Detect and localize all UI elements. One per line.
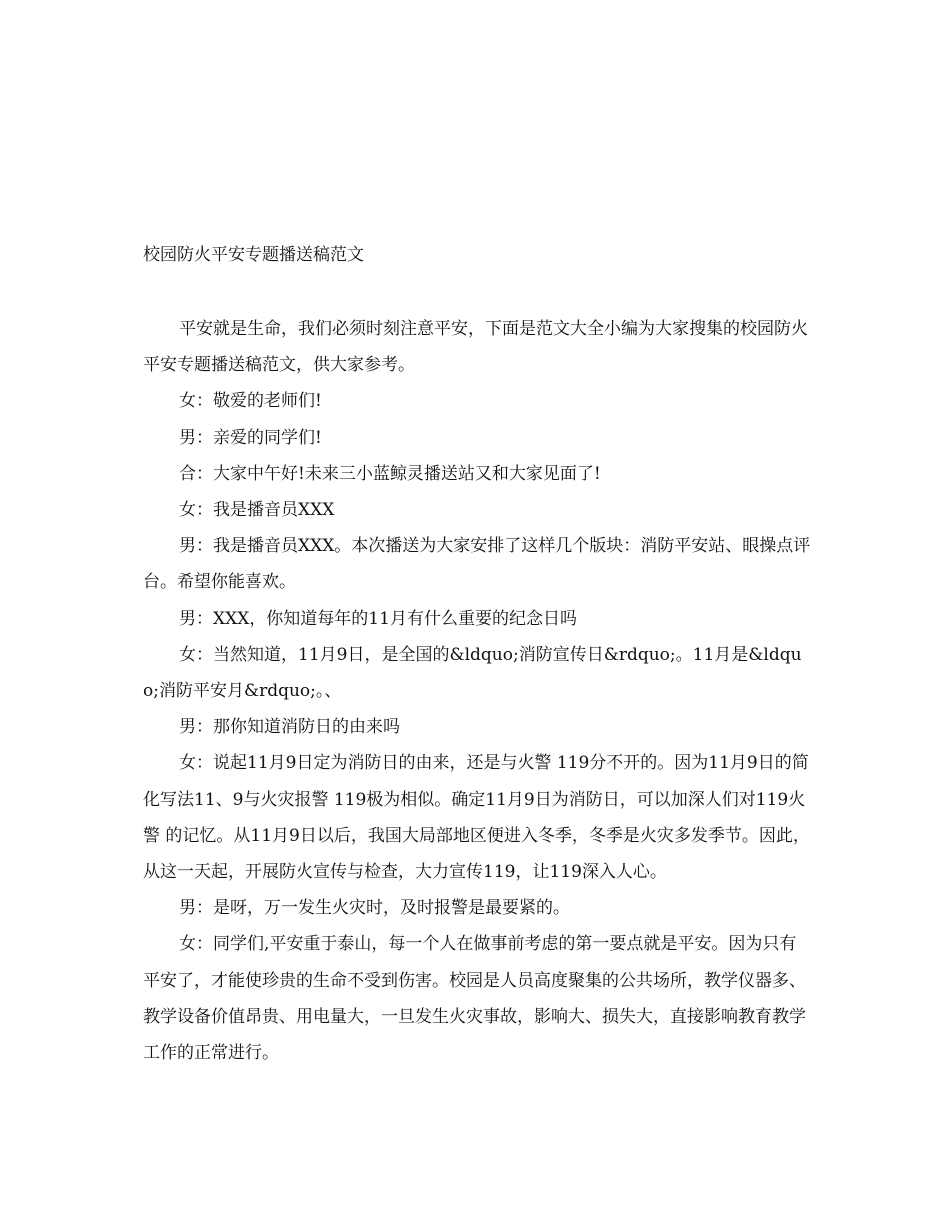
paragraph-intro: 平安就是生命，我们必须时刻注意平安，下面是范文大全小编为大家搜集的校园防火平安专题播送稿范文，供大家参考。 — [143, 319, 808, 376]
paragraph-dialogue: 女：当然知道，11月9日，是全国的&ldquo;消防宣传日&rdquo;。11月是&ldquo;消防平安月&rdquo;。、 — [143, 644, 802, 702]
paragraph-dialogue: 女：敬爱的老师们! — [179, 391, 322, 412]
paragraph-dialogue: 男：那你知道消防日的由来吗 — [179, 717, 400, 738]
document-body — [143, 311, 813, 1071]
paragraph-dialogue: 男：XXX，你知道每年的11月有什么重要的纪念日吗 — [179, 608, 577, 629]
paragraph-dialogue: 男：我是播音员XXX。本次播送为大家安排了这样几个版块：消防平安站、眼操点评台。希望你能喜欢。 — [143, 536, 811, 593]
document-title: 校园防火平安专题播送稿范文 — [143, 245, 364, 265]
paragraph-dialogue: 女：说起11月9日定为消防日的由来，还是与火警 119分不开的。因为11月9日的简化写法11、9与火灾报警 119极为相似。确定11月9日为消防日，可以加深人们对119火警 的记忆。从11月9日以后，我国大局部地区便进入冬季，冬季是火灾多发季节。因此，从这一天起，开展防火宣传与检查，大力宣传119，让119深入人心。 — [143, 753, 810, 883]
paragraph-dialogue: 男：是呀，万一发生火灾时，及时报警是最要紧的。 — [179, 898, 570, 919]
paragraph-dialogue: 合：大家中午好!未来三小蓝鲸灵播送站又和大家见面了! — [179, 463, 601, 484]
paragraph-dialogue: 男：亲爱的同学们! — [179, 427, 322, 448]
paragraph-dialogue: 女：我是播音员XXX — [179, 500, 335, 521]
paragraph-dialogue: 女：同学们,平安重于泰山，每一个人在做事前考虑的第一要点就是平安。因为只有平安了，才能使珍贵的生命不受到伤害。校园是人员高度聚集的公共场所，教学仪器多、教学设备价值昂贵、用电量大，一旦发生火灾事故，影响大、损失大，直接影响教育教学工作的正常进行。 — [143, 934, 806, 1064]
